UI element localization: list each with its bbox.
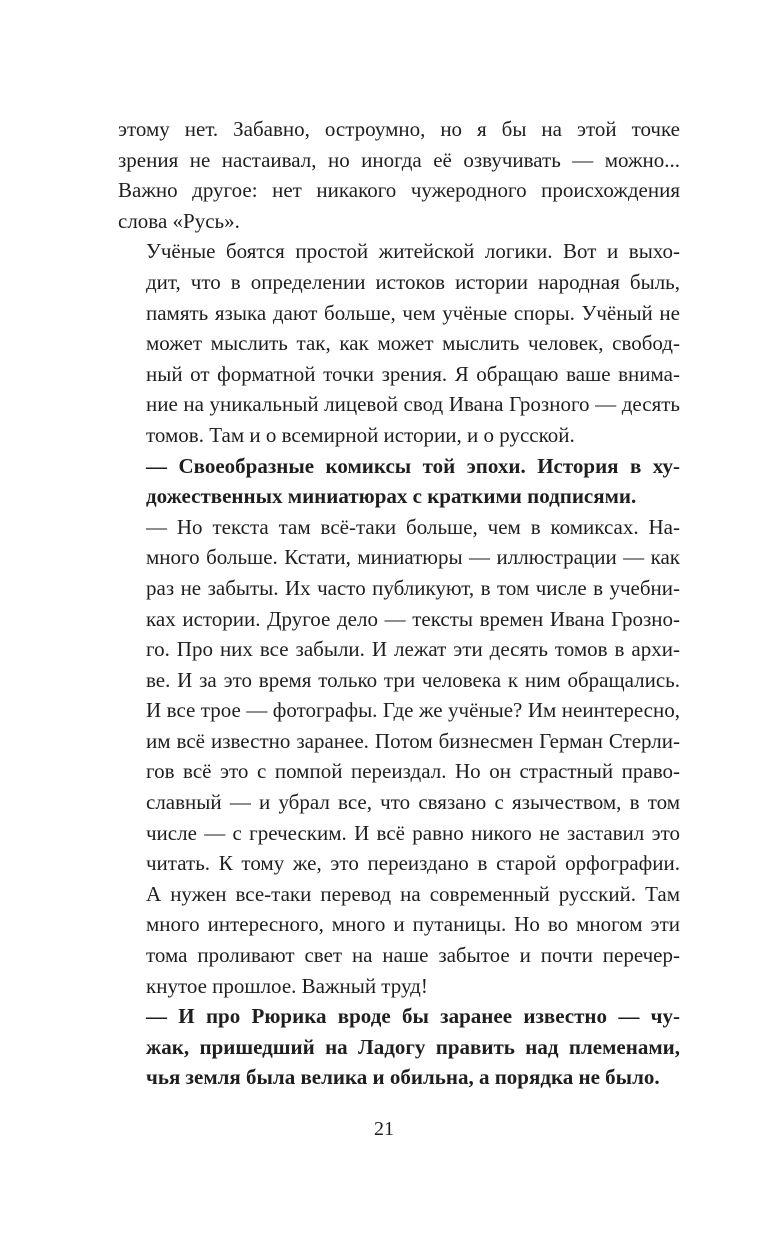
text-line: слова «Русь». — [118, 208, 240, 233]
answer-paragraph — [118, 236, 680, 450]
text-line: чья земля была велика и обильна, а порядка не было. — [146, 1065, 660, 1090]
text-line: этому нет. Забавно, остроумно, но я бы на этой точке — [118, 117, 680, 141]
text-line: им всё известно заранее. Потом бизнесмен Герман Стерли- — [146, 728, 680, 753]
text-line: Важно другое: нет никакого чужеродного происхождения — [118, 178, 680, 203]
text-line: читать. К тому же, это переиздано в старой орфографии. — [146, 851, 680, 876]
text-line: может мыслить так, как может мыслить человек, свобод- — [146, 331, 680, 356]
text-line: раз не забыты. Их часто публикуют, в том числе в учебни- — [146, 575, 680, 600]
text-line: тома проливают свет на наше забытое и почти перечер- — [146, 943, 680, 968]
text-line: числе — с греческим. И всё равно никого не заставил это — [146, 820, 680, 845]
text-line: много интересного, много и путаницы. Но во многом эти — [146, 912, 680, 937]
text-line: гов всё это с помпой переиздал. Но он страстный право- — [146, 759, 680, 784]
text-line: дожественных миниатюрах с краткими подписями. — [146, 484, 637, 509]
text-line: дит, что в определении истоков истории народная быль, — [146, 269, 680, 294]
text-line: кнутое прошлое. Важный труд! — [146, 973, 428, 998]
text-line: — И про Рюрика вроде бы заранее известно — чу- — [146, 1004, 680, 1029]
page-body-text — [118, 114, 680, 1093]
text-line: А нужен все-таки перевод на современный русский. Там — [146, 881, 680, 906]
text-line: — Но текста там всё-таки больше, чем в комиксах. На- — [146, 514, 680, 539]
answer-paragraph — [118, 512, 680, 1002]
text-line: жак, пришедший на Ладогу править над племенами, — [146, 1034, 680, 1059]
text-line: томов. Там и о всемирной истории, и о русской. — [146, 422, 575, 447]
answer-paragraph — [118, 114, 680, 236]
text-line: го. Про них все забыли. И лежат эти десять томов в архи- — [146, 637, 680, 662]
text-line: ный от форматной точки зрения. Я обращаю ваше внима- — [146, 361, 680, 386]
text-line: славный — и убрал все, что связано с язычеством, в том — [146, 790, 680, 815]
page-number: 21 — [374, 1118, 394, 1140]
text-line: Учёные боятся простой житейской логики. Вот и выхо- — [146, 239, 680, 264]
text-line: ках истории. Другое дело — тексты времен Ивана Грозно- — [146, 606, 680, 631]
text-line: зрения не настаивал, но иногда её озвучивать — можно... — [118, 147, 680, 172]
text-line: И все трое — фотографы. Где же учёные? Им неинтересно, — [146, 698, 680, 723]
text-line: ве. И за это время только три человека к ним обращались. — [146, 667, 680, 692]
text-line: — Своеобразные комиксы той эпохи. История в ху- — [146, 453, 680, 478]
text-line: память языка дают больше, чем учёные споры. Учёный не — [146, 300, 680, 325]
interviewer-question-paragraph — [118, 451, 680, 512]
text-line: много больше. Кстати, миниатюры — иллюстрации — как — [146, 545, 680, 570]
text-line: ние на уникальный лицевой свод Ивана Грозного — десять — [146, 392, 680, 417]
interviewer-question-paragraph — [118, 1001, 680, 1093]
